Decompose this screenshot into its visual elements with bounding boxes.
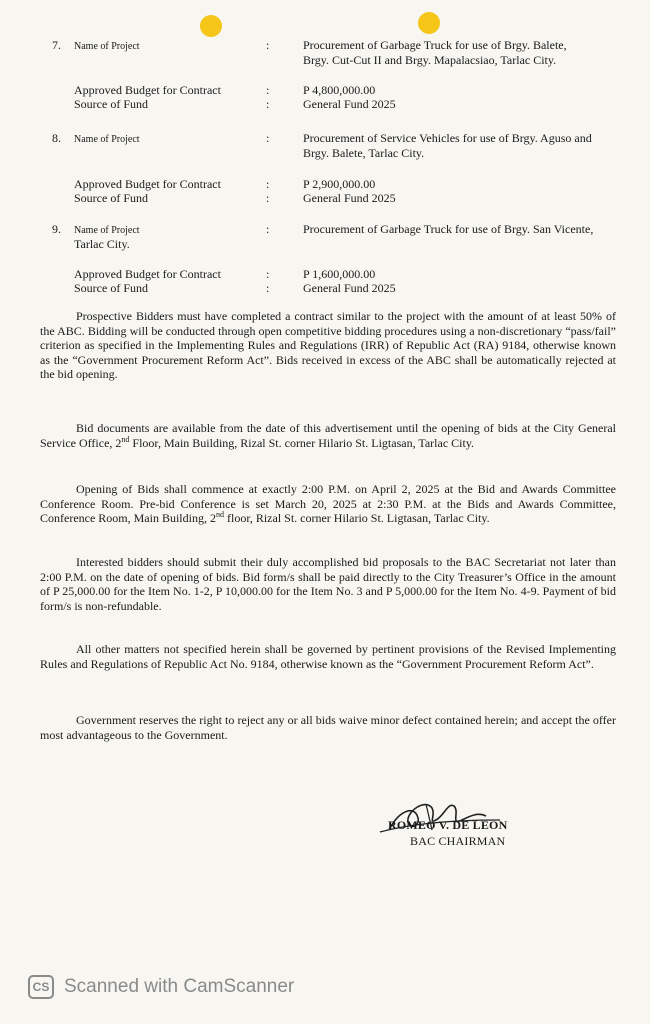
abc-value: P 4,800,000.00 [303, 83, 376, 97]
project-name-value [303, 131, 623, 161]
project-number: 8. [52, 131, 61, 145]
fund-value: General Fund 2025 [303, 281, 396, 295]
colon: : [266, 222, 270, 236]
fund-label: Source of Fund [74, 281, 148, 295]
colon: : [266, 83, 270, 97]
camscanner-logo-icon: CS [28, 975, 54, 999]
camscanner-text: Scanned with CamScanner [64, 976, 295, 997]
name-of-project-label-line-2: Tarlac City. [74, 237, 130, 251]
paragraph-text: floor, Rizal St. corner Hilario St. Ligtasan, Tarlac City. [223, 511, 490, 525]
fund-label: Source of Fund [74, 191, 148, 205]
signatory-name: ROMEO V. DE LEON [388, 818, 508, 832]
superscript: nd [121, 434, 130, 444]
paragraph-bidder-requirements: Prospective Bidders must have completed a contract similar to the project with the amount of at least 50% of the ABC. Bidding will be conducted through open competitive bidding procedures using a non-discretionary “pass/fail” criterion as specified in the Implementing Rules and Regulations (IRR) of Republic Act (RA) 9184, otherwise known as the “Government Procurement Reform Act”. Bids received in excess of the ABC shall be automatically rejected at the bid opening. [40, 309, 616, 381]
abc-value: P 2,900,000.00 [303, 177, 376, 191]
project-name-line-1: Procurement of Service Vehicles for use of Brgy. Aguso and [303, 131, 592, 145]
paragraph-opening-of-bids [40, 482, 616, 526]
project-name-line-1: Procurement of Garbage Truck for use of Brgy. San Vicente, [303, 222, 594, 236]
project-name-value [303, 38, 623, 68]
abc-label: Approved Budget for Contract [74, 83, 221, 97]
colon: : [266, 38, 270, 52]
project-name-line-1: Procurement of Garbage Truck for use of Brgy. Balete, [303, 38, 567, 52]
paragraph-text: Opening of Bids shall commence at exactly 2:00 P.M. on April 2, 2025 at the Bid and Awards Committee Conference Room. Pre-bid Conference is set March 20, 2025 at 2:30 P.M. at the Bids and Awards Committee, Conference Room, Main Building, 2 [40, 482, 616, 525]
colon: : [266, 131, 270, 145]
project-name-value [303, 222, 623, 237]
paragraph-other-matters: All other matters not specified herein shall be governed by pertinent provisions of the Revised Implementing Rules and Regulations of Republic Act No. 9184, otherwise known as the “Government Procurement Reform Act”. [40, 642, 616, 671]
colon: : [266, 177, 270, 191]
yellow-marker-dot-right [418, 12, 440, 34]
paragraph-bid-documents [40, 421, 616, 450]
paragraph-government-reserves: Government reserves the right to reject any or all bids waive minor defect contained herein; and accept the offer most advantageous to the Government. [40, 713, 616, 742]
name-of-project-label: Name of Project [74, 225, 140, 236]
project-name-line-2: Brgy. Cut-Cut II and Brgy. Mapalacsiao, Tarlac City. [303, 53, 557, 67]
camscanner-watermark [28, 974, 294, 1000]
abc-label: Approved Budget for Contract [74, 177, 221, 191]
project-name-line-2: Brgy. Balete, Tarlac City. [303, 146, 425, 160]
paragraph-submission: Interested bidders should submit their duly accomplished bid proposals to the BAC Secretariat not later than 2:00 P.M. on the date of opening of bids. Bid form/s shall be paid directly to the City Treasurer’s Office in the amount of P 25,000.00 for the Item No. 1-2, P 10,000.00 for the Item No. 3 and P 5,000.00 for the Item No. 4-9. Payment of bid form/s is non-refundable. [40, 555, 616, 613]
project-number: 9. [52, 222, 61, 236]
project-number: 7. [52, 38, 61, 52]
fund-value: General Fund 2025 [303, 97, 396, 111]
signatory-title: BAC CHAIRMAN [410, 834, 506, 848]
colon: : [266, 281, 270, 295]
yellow-marker-dot-left [200, 15, 222, 37]
name-of-project-label: Name of Project [74, 41, 140, 52]
superscript: nd [215, 510, 224, 519]
colon: : [266, 97, 270, 111]
abc-value: P 1,600,000.00 [303, 267, 376, 281]
paragraph-text: Floor, Main Building, Rizal St. corner Hilario St. Ligtasan, Tarlac City. [129, 435, 475, 450]
name-of-project-label: Name of Project [74, 134, 140, 145]
fund-label: Source of Fund [74, 97, 148, 111]
fund-value: General Fund 2025 [303, 191, 396, 205]
abc-label: Approved Budget for Contract [74, 267, 221, 281]
paragraph-text: Bid documents are available from the date of this advertisement until the opening of bids at the City General Service Office, 2 [40, 421, 616, 450]
colon: : [266, 191, 270, 205]
colon: : [266, 267, 270, 281]
